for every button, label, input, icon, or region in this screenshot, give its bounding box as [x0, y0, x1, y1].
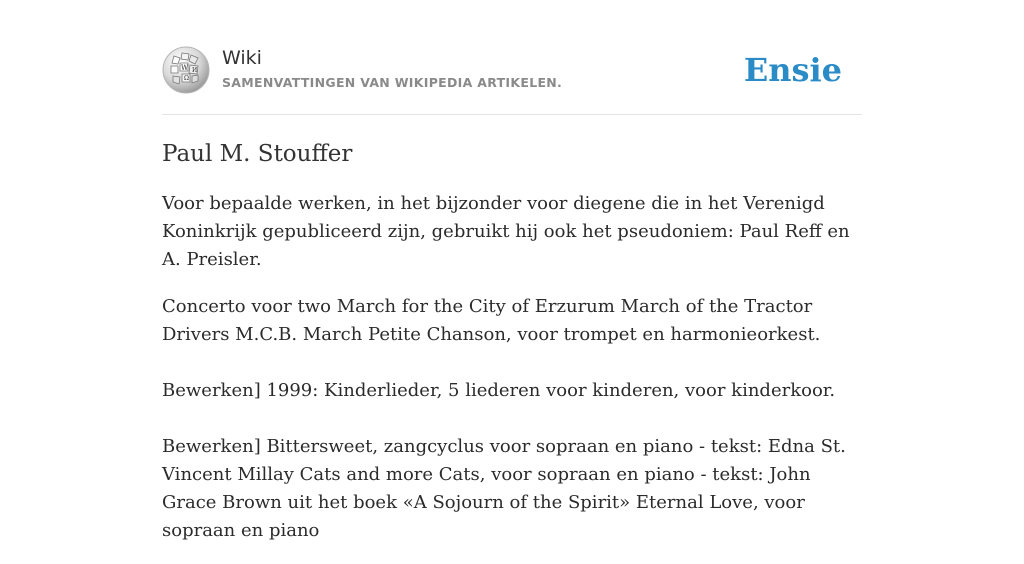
- site-subtitle: SAMENVATTINGEN VAN WIKIPEDIA ARTIKELEN.: [222, 75, 563, 90]
- svg-text:Ω: Ω: [184, 75, 189, 82]
- content-container: [162, 0, 862, 564]
- article-title: Paul M. Stouffer: [162, 141, 353, 167]
- site-title[interactable]: Wiki: [222, 47, 262, 69]
- article-body: [162, 190, 862, 545]
- wikipedia-globe-icon[interactable]: [162, 46, 210, 94]
- site-header: [162, 0, 862, 115]
- svg-text:W: W: [181, 64, 189, 72]
- article-paragraph: Bewerken] Bittersweet, zangcyclus voor sopraan en piano - tekst: Edna St. Vincent Millay Cats and more Cats, voor sopraan en piano - tekst: John Grace Brown uit het boek «A Sojourn of the Spirit» Eternal Love, voor sopraan en piano: [162, 436, 846, 541]
- article-paragraph: Concerto voor two March for the City of Erzurum March of the Tractor Drivers M.C.B. March Petite Chanson, voor trompet en harmonieorkest.: [162, 296, 821, 345]
- brand-logo[interactable]: Ensie: [743, 51, 842, 89]
- article-paragraph: Voor bepaalde werken, in het bijzonder voor diegene die in het Verenigd Koninkrijk gepubliceerd zijn, gebruikt hij ook het pseudoniem: Paul Reff en A. Preisler.: [162, 193, 850, 270]
- svg-text:И: И: [192, 67, 198, 74]
- article-paragraph: Bewerken] 1999: Kinderlieder, 5 liederen voor kinderen, voor kinderkoor.: [162, 380, 836, 401]
